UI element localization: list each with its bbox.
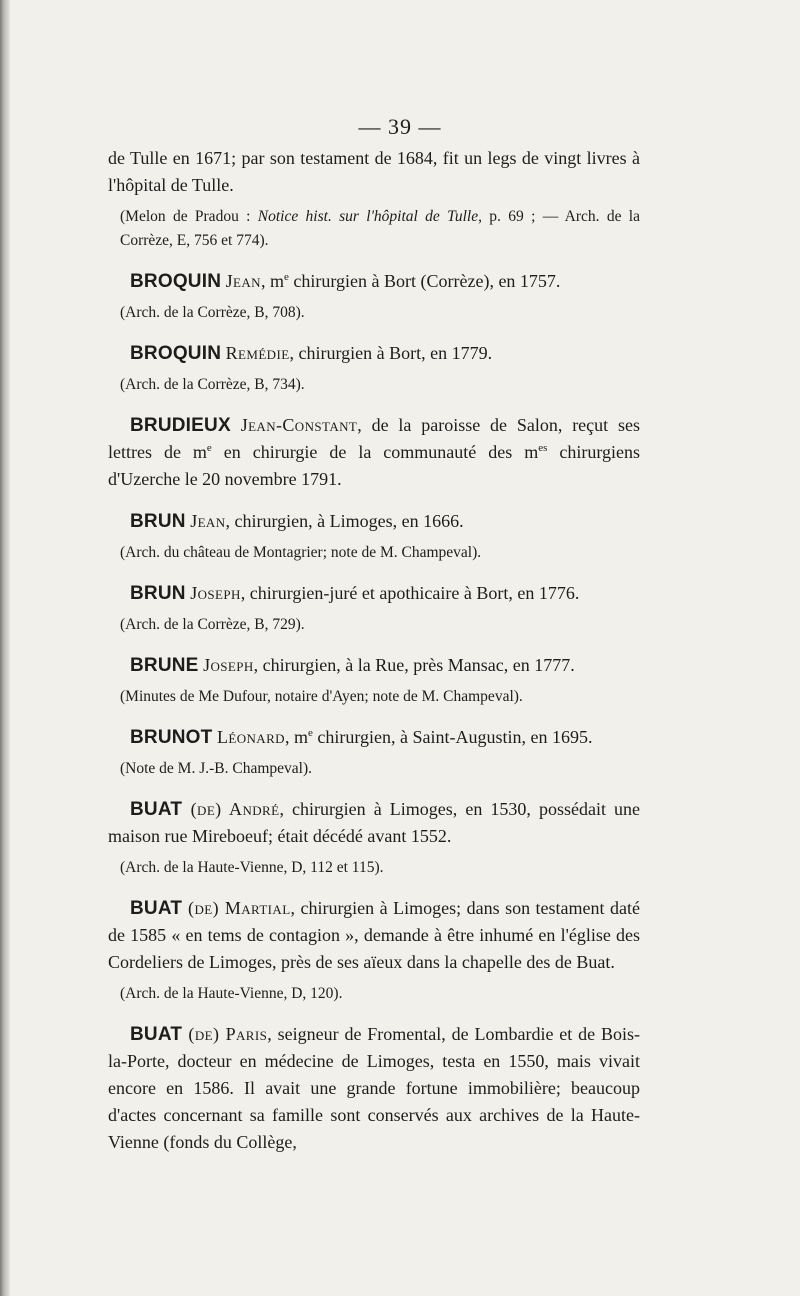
entry-brunot-leonard: BRUNOT Léonard, $m^e$ chirurgien, à Saint-Augustin, en 1695. (Note de M. J.-B. Champeval). xyxy=(108,724,640,781)
entry-source: (Arch. de la Corrèze, B, 734). xyxy=(120,376,305,393)
entry-brudieux-jean-constant: BRUDIEUX Jean-Constant, de la paroisse de Salon, reçut ses lettres de $m^e$ en chirurgie de la communauté des $m^{es}$ chirurgiens d'Uzerche le 20 novembre 1791. xyxy=(108,415,640,489)
entry-surname: BRUNE xyxy=(130,655,199,676)
entry-surname: BUAT xyxy=(130,799,183,820)
entry-surname: BRUN xyxy=(130,583,186,604)
entry-particle: (de) xyxy=(182,898,225,918)
entry-broquin-jean: BROQUIN Jean, $m^e$ chirurgien à Bort (Corrèze), en 1757. (Arch. de la Corrèze, B, 708). xyxy=(108,268,640,325)
entry-source: (Minutes de Me Dufour, notaire d'Ayen; note de M. Champeval). xyxy=(120,688,523,705)
page-number: — 39 — xyxy=(358,114,442,139)
entry-source: (Arch. de la Haute-Vienne, D, 120). xyxy=(120,985,343,1002)
page-body xyxy=(108,145,640,1156)
entry-surname: BRUN xyxy=(130,511,186,532)
entry-given-name: Léonard xyxy=(216,727,285,747)
entry-surname: BROQUIN xyxy=(130,271,222,292)
entry-given-name: Joseph xyxy=(190,583,241,603)
entry-broquin-remedie: BROQUIN Remédie, chirurgien à Bort, en 1779. (Arch. de la Corrèze, B, 734). xyxy=(108,340,640,397)
entry-brun-joseph: BRUN Joseph, chirurgien-juré et apothicaire à Bort, en 1776. (Arch. de la Corrèze, B, 729). xyxy=(108,580,640,637)
entry-given-name: André xyxy=(229,799,280,819)
entry-given-name: Martial xyxy=(224,898,291,918)
entry-given-name: Joseph xyxy=(203,655,254,675)
entry-given-name: Remédie xyxy=(225,343,290,363)
entry-source: (Arch. de la Corrèze, B, 729). xyxy=(120,616,305,633)
entry-particle: (de) xyxy=(182,1024,226,1044)
entry-buat-paris: BUAT (de) Paris, seigneur de Fromental, de Lombardie et de Bois-la-Porte, docteur en médecine de Limoges, testa en 1550, mais vivait encore en 1586. Il avait une grande fortune immobilière; beaucoup d'actes concernant sa famille sont conservés aux archives de la Haute-Vienne (fonds du Collège, xyxy=(108,1024,640,1152)
entry-surname: BRUNOT xyxy=(130,727,213,748)
entry-brun-jean: BRUN Jean, chirurgien, à Limoges, en 1666. (Arch. du château de Montagrier; note de M. Champeval). xyxy=(108,508,640,565)
entry-source: (Arch. de la Corrèze, B, 708). xyxy=(120,304,305,321)
entry-given-name: Jean xyxy=(225,271,261,291)
entry-surname: BROQUIN xyxy=(130,343,222,364)
intro-paragraph: de Tulle en 1671; par son testament de 1684, fit un legs de vingt livres à l'hôpital de Tulle. xyxy=(108,148,640,195)
entry-brune-joseph: BRUNE Joseph, chirurgien, à la Rue, près Mansac, en 1777. (Minutes de Me Dufour, notaire d'Ayen; note de M. Champeval). xyxy=(108,652,640,709)
entry-surname: BUAT xyxy=(130,898,183,919)
entry-source: (Note de M. J.-B. Champeval). xyxy=(120,760,312,777)
entry-surname: BRUDIEUX xyxy=(130,415,231,436)
entry-surname: BUAT xyxy=(130,1024,183,1045)
intro-source: (Melon de Pradou : Notice hist. sur l'hôpital de Tulle, p. 69 ; — Arch. de la Corrèze, E, 756 et 774). xyxy=(120,208,640,249)
entry-given-name: Jean xyxy=(190,511,226,531)
entry-source: (Arch. de la Haute-Vienne, D, 112 et 115). xyxy=(120,859,384,876)
entry-given-name: Paris xyxy=(225,1024,268,1044)
entry-particle: (de) xyxy=(182,799,230,819)
entry-given-name: Jean-Constant xyxy=(240,415,358,435)
entry-buat-andre: BUAT (de) André, chirurgien à Limoges, en 1530, possédait une maison rue Mireboeuf; était décédé avant 1552. (Arch. de la Haute-Vienne, D, 112 et 115). xyxy=(108,796,640,880)
entry-buat-martial: BUAT (de) Martial, chirurgien à Limoges; dans son testament daté de 1585 « en tems de contagion », demande à être inhumé en l'église des Cordeliers de Limoges, près de ses aïeux dans la chapelle des de Buat. (Arch. de la Haute-Vienne, D, 120). xyxy=(108,895,640,1006)
entry-source: (Arch. du château de Montagrier; note de M. Champeval). xyxy=(120,544,482,561)
page-binding-edge xyxy=(0,0,10,1296)
